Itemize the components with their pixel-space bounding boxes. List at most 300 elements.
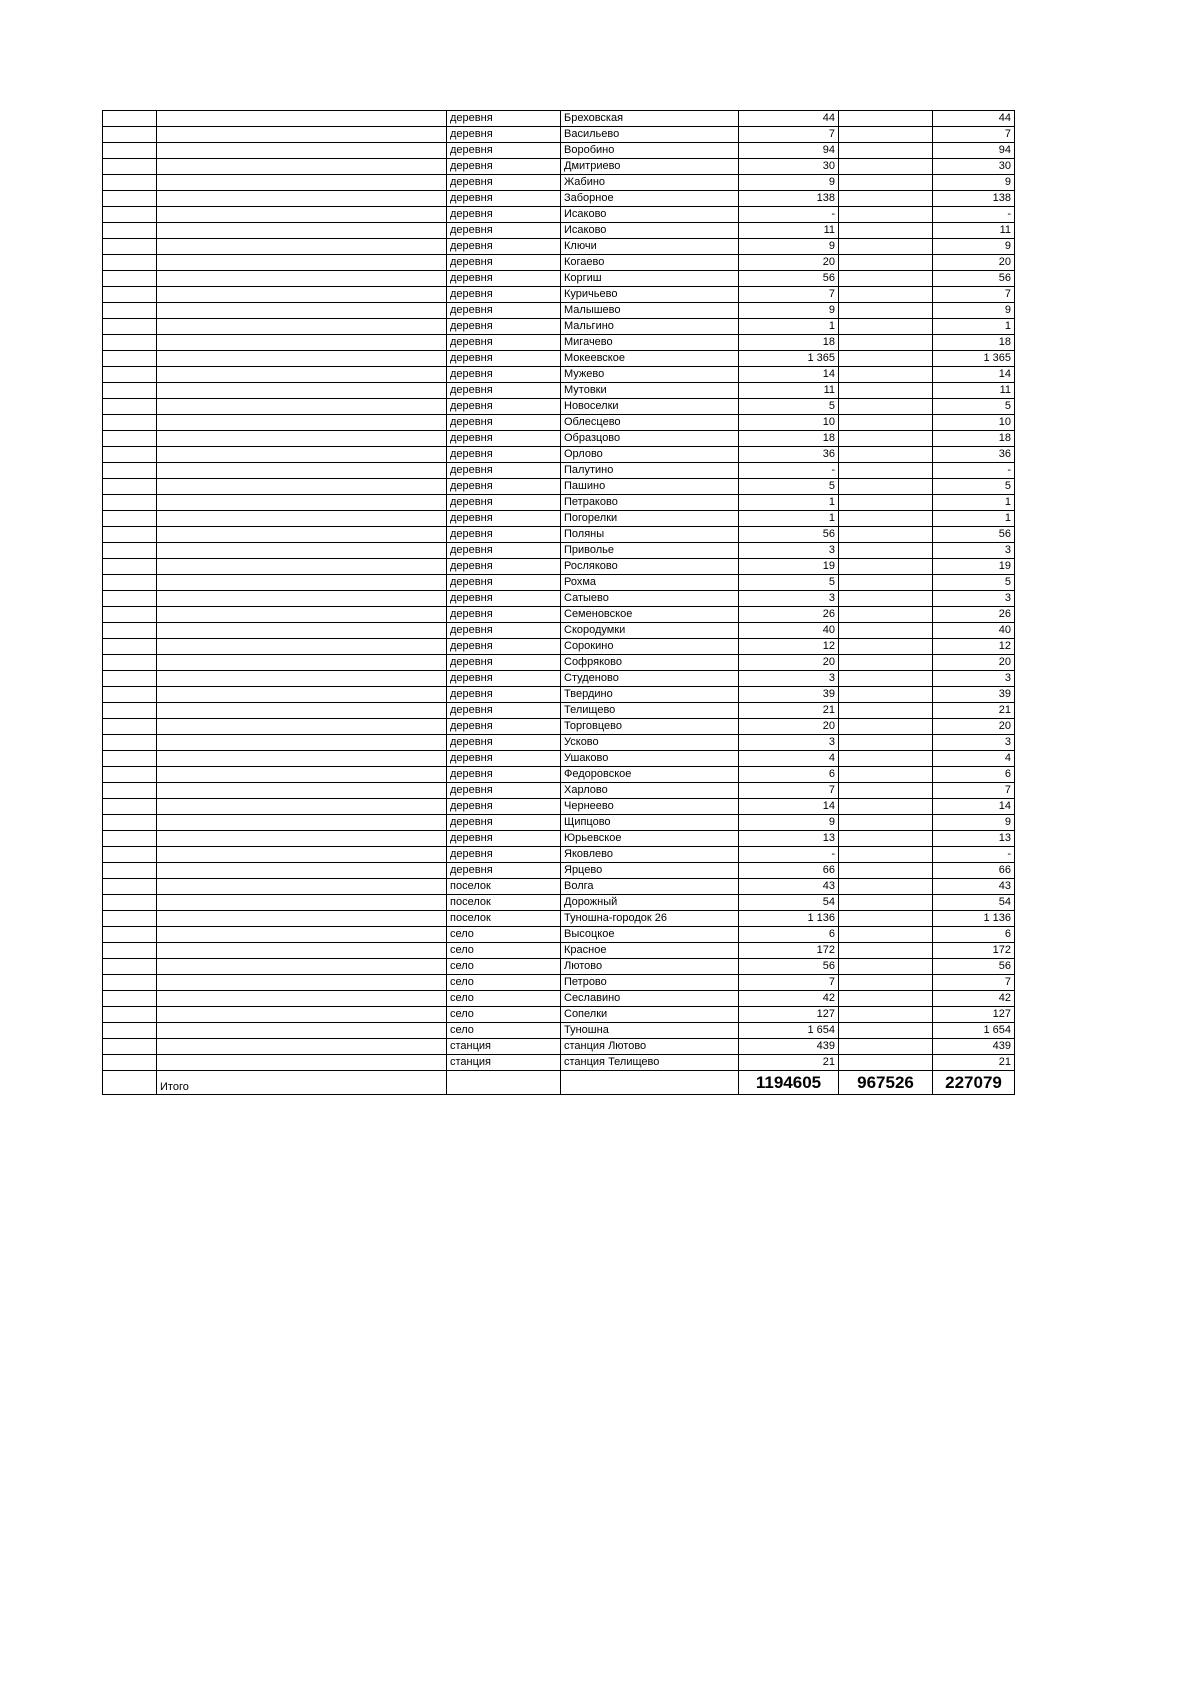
rural-population-cell: 11 [933, 383, 1015, 399]
rural-population-cell: 1 [933, 495, 1015, 511]
settlement-type-cell: деревня [447, 319, 561, 335]
settlement-type-cell: деревня [447, 335, 561, 351]
urban-population-cell [839, 191, 933, 207]
index-cell [103, 239, 157, 255]
index-cell [103, 703, 157, 719]
settlement-type-cell: деревня [447, 623, 561, 639]
settlement-type-cell: поселок [447, 911, 561, 927]
rural-population-cell: 1 365 [933, 351, 1015, 367]
total-population-cell: 172 [739, 943, 839, 959]
table-row [103, 319, 1015, 335]
total-population-cell: 1 [739, 511, 839, 527]
settlement-name-cell: Скородумки [561, 623, 739, 639]
settlement-type-cell: деревня [447, 847, 561, 863]
urban-population-cell [839, 687, 933, 703]
total-population-cell: 21 [739, 703, 839, 719]
index-cell [103, 879, 157, 895]
settlement-type-cell: деревня [447, 223, 561, 239]
index-cell [103, 863, 157, 879]
rural-population-cell: 10 [933, 415, 1015, 431]
urban-population-cell [839, 127, 933, 143]
table-row [103, 751, 1015, 767]
settlement-type-cell: деревня [447, 639, 561, 655]
district-cell [157, 623, 447, 639]
urban-population-cell [839, 991, 933, 1007]
rural-population-cell: 6 [933, 767, 1015, 783]
rural-population-cell: 36 [933, 447, 1015, 463]
settlement-name-cell: Харлово [561, 783, 739, 799]
settlement-name-cell: Малышево [561, 303, 739, 319]
table-row [103, 943, 1015, 959]
rural-population-cell: 20 [933, 719, 1015, 735]
district-cell [157, 255, 447, 271]
table-row [103, 287, 1015, 303]
urban-population-cell [839, 159, 933, 175]
rural-population-cell: 1 654 [933, 1023, 1015, 1039]
urban-population-cell [839, 335, 933, 351]
rural-population-cell: 54 [933, 895, 1015, 911]
total-population-cell: 7 [739, 975, 839, 991]
district-cell [157, 127, 447, 143]
index-cell [103, 511, 157, 527]
settlement-name-cell: Федоровское [561, 767, 739, 783]
totals-name-cell [561, 1071, 739, 1095]
settlement-name-cell: Волга [561, 879, 739, 895]
table-row [103, 767, 1015, 783]
total-population-cell: 44 [739, 111, 839, 127]
settlement-type-cell: деревня [447, 383, 561, 399]
district-cell [157, 319, 447, 335]
settlement-name-cell: Сопелки [561, 1007, 739, 1023]
settlement-name-cell: Сатыево [561, 591, 739, 607]
urban-population-cell [839, 415, 933, 431]
total-population-cell: - [739, 847, 839, 863]
urban-population-cell [839, 655, 933, 671]
rural-population-cell: 21 [933, 1055, 1015, 1071]
settlement-name-cell: Ярцево [561, 863, 739, 879]
settlement-name-cell: Красное [561, 943, 739, 959]
settlement-name-cell: Приволье [561, 543, 739, 559]
urban-population-cell [839, 895, 933, 911]
settlement-name-cell: Образцово [561, 431, 739, 447]
total-population-cell: 56 [739, 527, 839, 543]
urban-population-cell [839, 1055, 933, 1071]
table-row [103, 463, 1015, 479]
rural-population-cell: 94 [933, 143, 1015, 159]
district-cell [157, 463, 447, 479]
rural-population-cell: 42 [933, 991, 1015, 1007]
index-cell [103, 1023, 157, 1039]
rural-population-cell: 20 [933, 255, 1015, 271]
district-cell [157, 447, 447, 463]
settlement-name-cell: Рохма [561, 575, 739, 591]
rural-population-cell: 7 [933, 783, 1015, 799]
district-cell [157, 991, 447, 1007]
population-table [102, 110, 1015, 1095]
urban-population-cell [839, 479, 933, 495]
district-cell [157, 655, 447, 671]
totals-row [103, 1071, 1015, 1095]
table-row [103, 703, 1015, 719]
rural-population-cell: 7 [933, 127, 1015, 143]
index-cell [103, 111, 157, 127]
total-population-cell: 14 [739, 799, 839, 815]
total-population-cell: 5 [739, 479, 839, 495]
district-cell [157, 1023, 447, 1039]
settlement-type-cell: станция [447, 1055, 561, 1071]
total-population-cell: 39 [739, 687, 839, 703]
index-cell [103, 751, 157, 767]
rural-population-cell: 56 [933, 271, 1015, 287]
settlement-type-cell: деревня [447, 463, 561, 479]
rural-population-cell: - [933, 847, 1015, 863]
rural-population-cell: 66 [933, 863, 1015, 879]
index-cell [103, 303, 157, 319]
district-cell [157, 895, 447, 911]
settlement-name-cell: Пашино [561, 479, 739, 495]
index-cell [103, 319, 157, 335]
settlement-type-cell: деревня [447, 415, 561, 431]
settlement-type-cell: деревня [447, 767, 561, 783]
urban-population-cell [839, 351, 933, 367]
settlement-type-cell: деревня [447, 127, 561, 143]
urban-population-cell [839, 1023, 933, 1039]
settlement-name-cell: Сорокино [561, 639, 739, 655]
settlement-name-cell: Исаково [561, 223, 739, 239]
rural-population-cell: 11 [933, 223, 1015, 239]
totals-urban-population: 967526 [839, 1071, 933, 1095]
total-population-cell: - [739, 463, 839, 479]
settlement-type-cell: деревня [447, 511, 561, 527]
settlement-name-cell: Мутовки [561, 383, 739, 399]
total-population-cell: 13 [739, 831, 839, 847]
settlement-type-cell: село [447, 943, 561, 959]
total-population-cell: 20 [739, 719, 839, 735]
index-cell [103, 591, 157, 607]
settlement-name-cell: Софряково [561, 655, 739, 671]
index-cell [103, 815, 157, 831]
rural-population-cell: 14 [933, 367, 1015, 383]
district-cell [157, 735, 447, 751]
rural-population-cell: 9 [933, 239, 1015, 255]
settlement-name-cell: Дмитриево [561, 159, 739, 175]
district-cell [157, 431, 447, 447]
rural-population-cell: 7 [933, 287, 1015, 303]
index-cell [103, 383, 157, 399]
district-cell [157, 863, 447, 879]
urban-population-cell [839, 143, 933, 159]
total-population-cell: 26 [739, 607, 839, 623]
district-cell [157, 911, 447, 927]
table-row [103, 879, 1015, 895]
total-population-cell: 4 [739, 751, 839, 767]
settlement-name-cell: Жабино [561, 175, 739, 191]
district-cell [157, 831, 447, 847]
total-population-cell: 3 [739, 671, 839, 687]
rural-population-cell: 1 [933, 511, 1015, 527]
district-cell [157, 239, 447, 255]
urban-population-cell [839, 975, 933, 991]
settlement-name-cell: Заборное [561, 191, 739, 207]
settlement-type-cell: деревня [447, 863, 561, 879]
settlement-type-cell: деревня [447, 687, 561, 703]
urban-population-cell [839, 735, 933, 751]
table-body [103, 111, 1015, 1095]
settlement-type-cell: деревня [447, 255, 561, 271]
settlement-name-cell: Погорелки [561, 511, 739, 527]
table-row [103, 815, 1015, 831]
urban-population-cell [839, 911, 933, 927]
district-cell [157, 367, 447, 383]
table-row [103, 303, 1015, 319]
total-population-cell: 20 [739, 655, 839, 671]
settlement-type-cell: деревня [447, 831, 561, 847]
settlement-type-cell: деревня [447, 399, 561, 415]
urban-population-cell [839, 383, 933, 399]
rural-population-cell: 1 [933, 319, 1015, 335]
settlement-type-cell: деревня [447, 591, 561, 607]
urban-population-cell [839, 575, 933, 591]
urban-population-cell [839, 863, 933, 879]
rural-population-cell: 9 [933, 175, 1015, 191]
index-cell [103, 623, 157, 639]
index-cell [103, 847, 157, 863]
table-row [103, 527, 1015, 543]
index-cell [103, 639, 157, 655]
urban-population-cell [839, 607, 933, 623]
district-cell [157, 927, 447, 943]
settlement-name-cell: Дорожный [561, 895, 739, 911]
table-row [103, 351, 1015, 367]
settlement-type-cell: деревня [447, 175, 561, 191]
index-cell [103, 527, 157, 543]
urban-population-cell [839, 559, 933, 575]
urban-population-cell [839, 271, 933, 287]
settlement-type-cell: деревня [447, 287, 561, 303]
settlement-type-cell: село [447, 1007, 561, 1023]
settlement-name-cell: Мигачево [561, 335, 739, 351]
rural-population-cell: 3 [933, 735, 1015, 751]
total-population-cell: 20 [739, 255, 839, 271]
settlement-name-cell: Туношна [561, 1023, 739, 1039]
settlement-name-cell: Петрово [561, 975, 739, 991]
rural-population-cell: 1 136 [933, 911, 1015, 927]
total-population-cell: 5 [739, 399, 839, 415]
total-population-cell: 1 [739, 495, 839, 511]
total-population-cell: 9 [739, 175, 839, 191]
urban-population-cell [839, 319, 933, 335]
settlement-name-cell: Мужево [561, 367, 739, 383]
settlement-type-cell: поселок [447, 879, 561, 895]
index-cell [103, 207, 157, 223]
district-cell [157, 719, 447, 735]
index-cell [103, 927, 157, 943]
urban-population-cell [839, 671, 933, 687]
table-row [103, 1039, 1015, 1055]
settlement-name-cell: станция Лютово [561, 1039, 739, 1055]
total-population-cell: 3 [739, 591, 839, 607]
total-population-cell: 138 [739, 191, 839, 207]
district-cell [157, 479, 447, 495]
district-cell [157, 975, 447, 991]
settlement-name-cell: Щипцово [561, 815, 739, 831]
urban-population-cell [839, 719, 933, 735]
index-cell [103, 991, 157, 1007]
total-population-cell: 12 [739, 639, 839, 655]
settlement-type-cell: деревня [447, 799, 561, 815]
table-row [103, 239, 1015, 255]
table-row [103, 271, 1015, 287]
table-row [103, 623, 1015, 639]
rural-population-cell: 12 [933, 639, 1015, 655]
district-cell [157, 159, 447, 175]
total-population-cell: 66 [739, 863, 839, 879]
urban-population-cell [839, 847, 933, 863]
rural-population-cell: 172 [933, 943, 1015, 959]
total-population-cell: 56 [739, 271, 839, 287]
district-cell [157, 191, 447, 207]
district-cell [157, 687, 447, 703]
urban-population-cell [839, 751, 933, 767]
table-row [103, 975, 1015, 991]
table-row [103, 863, 1015, 879]
settlement-type-cell: деревня [447, 735, 561, 751]
index-cell [103, 543, 157, 559]
district-cell [157, 303, 447, 319]
index-cell [103, 495, 157, 511]
rural-population-cell: 56 [933, 959, 1015, 975]
table-row [103, 831, 1015, 847]
district-cell [157, 415, 447, 431]
table-row [103, 399, 1015, 415]
district-cell [157, 1055, 447, 1071]
rural-population-cell: 44 [933, 111, 1015, 127]
index-cell [103, 159, 157, 175]
settlement-name-cell: Усково [561, 735, 739, 751]
settlement-type-cell: деревня [447, 239, 561, 255]
urban-population-cell [839, 943, 933, 959]
total-population-cell: 14 [739, 367, 839, 383]
urban-population-cell [839, 543, 933, 559]
settlement-type-cell: село [447, 1023, 561, 1039]
total-population-cell: 40 [739, 623, 839, 639]
district-cell [157, 639, 447, 655]
index-cell [103, 655, 157, 671]
index-cell [103, 671, 157, 687]
district-cell [157, 1007, 447, 1023]
table-row [103, 223, 1015, 239]
index-cell [103, 335, 157, 351]
rural-population-cell: 39 [933, 687, 1015, 703]
rural-population-cell: 13 [933, 831, 1015, 847]
table-row [103, 143, 1015, 159]
table-row [103, 191, 1015, 207]
settlement-name-cell: Палутино [561, 463, 739, 479]
index-cell [103, 415, 157, 431]
total-population-cell: 19 [739, 559, 839, 575]
table-row [103, 559, 1015, 575]
spreadsheet-page [102, 110, 1015, 1095]
district-cell [157, 287, 447, 303]
district-cell [157, 847, 447, 863]
urban-population-cell [839, 799, 933, 815]
index-cell [103, 735, 157, 751]
table-row [103, 687, 1015, 703]
rural-population-cell: 19 [933, 559, 1015, 575]
totals-rural-population: 227079 [933, 1071, 1015, 1095]
district-cell [157, 591, 447, 607]
total-population-cell: 36 [739, 447, 839, 463]
table-row [103, 655, 1015, 671]
district-cell [157, 495, 447, 511]
index-cell [103, 463, 157, 479]
urban-population-cell [839, 495, 933, 511]
index-cell [103, 1007, 157, 1023]
rural-population-cell: 3 [933, 543, 1015, 559]
settlement-type-cell: станция [447, 1039, 561, 1055]
settlement-name-cell: Васильево [561, 127, 739, 143]
settlement-type-cell: деревня [447, 703, 561, 719]
settlement-type-cell: деревня [447, 783, 561, 799]
rural-population-cell: 3 [933, 671, 1015, 687]
table-row [103, 255, 1015, 271]
table-row [103, 895, 1015, 911]
settlement-type-cell: деревня [447, 815, 561, 831]
district-cell [157, 559, 447, 575]
index-cell [103, 767, 157, 783]
settlement-name-cell: Куричьево [561, 287, 739, 303]
index-cell [103, 1055, 157, 1071]
rural-population-cell: 439 [933, 1039, 1015, 1055]
district-cell [157, 783, 447, 799]
settlement-type-cell: деревня [447, 367, 561, 383]
settlement-type-cell: деревня [447, 479, 561, 495]
urban-population-cell [839, 255, 933, 271]
table-row [103, 543, 1015, 559]
total-population-cell: 54 [739, 895, 839, 911]
settlement-name-cell: Сеславино [561, 991, 739, 1007]
urban-population-cell [839, 303, 933, 319]
urban-population-cell [839, 639, 933, 655]
settlement-type-cell: деревня [447, 191, 561, 207]
settlement-type-cell: деревня [447, 543, 561, 559]
settlement-name-cell: Юрьевское [561, 831, 739, 847]
settlement-type-cell: село [447, 991, 561, 1007]
index-cell [103, 687, 157, 703]
rural-population-cell: 5 [933, 575, 1015, 591]
district-cell [157, 335, 447, 351]
index-cell [103, 559, 157, 575]
settlement-type-cell: деревня [447, 655, 561, 671]
total-population-cell: 9 [739, 303, 839, 319]
rural-population-cell: 20 [933, 655, 1015, 671]
rural-population-cell: 18 [933, 335, 1015, 351]
rural-population-cell: 3 [933, 591, 1015, 607]
table-row [103, 799, 1015, 815]
settlement-name-cell: Яковлево [561, 847, 739, 863]
index-cell [103, 431, 157, 447]
settlement-type-cell: деревня [447, 431, 561, 447]
district-cell [157, 943, 447, 959]
settlement-name-cell: Торговцево [561, 719, 739, 735]
total-population-cell: 1 136 [739, 911, 839, 927]
urban-population-cell [839, 831, 933, 847]
settlement-type-cell: деревня [447, 351, 561, 367]
index-cell [103, 607, 157, 623]
district-cell [157, 671, 447, 687]
settlement-name-cell: Ушаково [561, 751, 739, 767]
settlement-type-cell: деревня [447, 207, 561, 223]
